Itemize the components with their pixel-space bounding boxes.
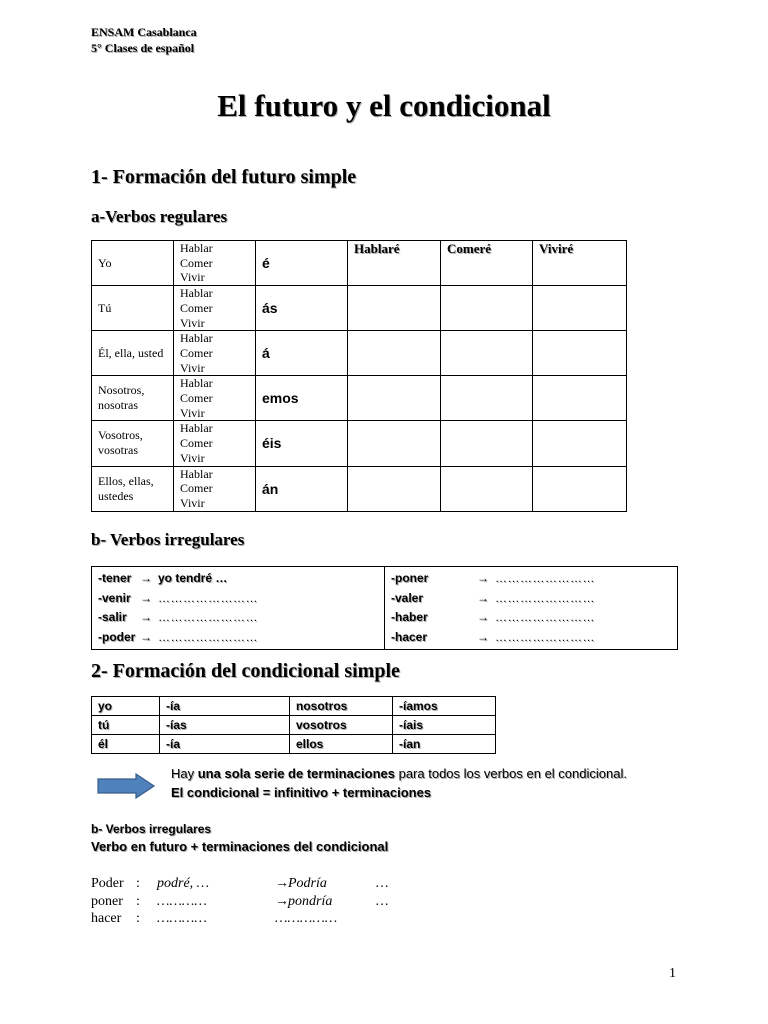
example-tail: … xyxy=(375,876,389,891)
example-conditional: pondría xyxy=(288,894,333,909)
irregular-answer[interactable]: yo tendré … xyxy=(158,571,228,585)
blank-cell[interactable] xyxy=(441,466,533,511)
right-arrow-icon xyxy=(96,773,156,799)
note-bold: una sola serie de terminaciones xyxy=(197,766,395,781)
conditional-note-line2: El condicional = infinitivo + terminaciones xyxy=(171,785,432,800)
irregular-verbs-table xyxy=(91,566,678,650)
irregular-answer[interactable]: …………………… xyxy=(495,571,595,585)
example-conditional: …………… xyxy=(275,911,338,926)
table-row xyxy=(92,331,627,376)
arrow-icon: → xyxy=(477,590,489,605)
conditional-cell: -ían xyxy=(393,735,496,754)
conditional-cell: yo xyxy=(92,697,160,716)
blank-cell[interactable] xyxy=(533,421,627,466)
irregular-verb-item xyxy=(391,628,671,648)
verb-infinitive: Hablar xyxy=(180,421,213,436)
future-example-header: Viviré xyxy=(533,241,627,286)
irregular-answer[interactable]: …………………… xyxy=(158,590,258,605)
pronoun-cell: Ellos, ellas, ustedes xyxy=(92,466,174,511)
verb-infinitive: Hablar xyxy=(180,331,213,346)
verbs-cell xyxy=(174,286,256,331)
verbs-cell xyxy=(174,421,256,466)
blank-cell[interactable] xyxy=(533,286,627,331)
blank-cell[interactable] xyxy=(348,466,441,511)
table-row xyxy=(92,716,496,735)
arrow-icon: → xyxy=(477,571,489,585)
conditional-cell: él xyxy=(92,735,160,754)
conditional-cell: ellos xyxy=(290,735,393,754)
example-verb: Poder xyxy=(91,876,124,891)
table-row xyxy=(92,241,627,286)
page-number: 1 xyxy=(669,966,676,981)
pronoun-cell: Nosotros, nosotras xyxy=(92,376,174,421)
verb-infinitive: Comer xyxy=(180,300,213,315)
irregular-verb: -valer xyxy=(391,590,424,605)
future-example-header: Hablaré xyxy=(348,241,441,286)
verbs-cell xyxy=(174,331,256,376)
arrow-icon: → xyxy=(140,590,152,605)
verb-infinitive: Vivir xyxy=(180,360,205,375)
irregular-verb: -hacer xyxy=(391,629,428,644)
ending-cell: éis xyxy=(256,421,348,466)
arrow-icon: → xyxy=(140,610,152,624)
future-example-header: Comeré xyxy=(441,241,533,286)
ending-cell: emos xyxy=(256,376,348,421)
verbs-cell xyxy=(174,376,256,421)
verb-infinitive: Hablar xyxy=(180,466,213,481)
verb-infinitive: Comer xyxy=(180,345,213,360)
blank-cell[interactable] xyxy=(441,331,533,376)
irregular-answer[interactable]: …………………… xyxy=(495,610,595,624)
irregular-verb-item xyxy=(98,569,378,589)
arrow-icon: → xyxy=(140,629,152,644)
irregular-verb: -venir xyxy=(98,590,131,605)
section2-heading: 2- Formación del condicional simple xyxy=(91,660,400,682)
pronoun-cell: Vosotros, vosotras xyxy=(92,421,174,466)
note-post: para todos los verbos en el condicional. xyxy=(394,766,627,781)
irregular-verb: -tener xyxy=(98,571,132,585)
example-colon: : xyxy=(136,876,140,891)
note-pre: Hay xyxy=(171,766,198,781)
irregular-verb-item xyxy=(391,589,671,609)
blank-cell[interactable] xyxy=(348,421,441,466)
conditional-cell: -ías xyxy=(160,716,290,735)
verb-infinitive: Comer xyxy=(180,481,213,496)
example-future: podré, … xyxy=(157,876,210,891)
example-tail: … xyxy=(375,894,389,909)
ending-cell: á xyxy=(256,331,348,376)
conditional-cell: tú xyxy=(92,716,160,735)
blank-cell[interactable] xyxy=(348,376,441,421)
pronoun-cell: Yo xyxy=(92,241,174,286)
example-verb: hacer xyxy=(91,911,122,926)
ending-cell: án xyxy=(256,466,348,511)
blank-cell[interactable] xyxy=(533,466,627,511)
regular-verbs-table xyxy=(91,240,627,512)
irregular-left-column xyxy=(92,567,385,650)
verb-infinitive: Vivir xyxy=(180,450,205,465)
table-row xyxy=(92,466,627,511)
example-arrow-icon: → xyxy=(275,894,289,909)
irregular-right-column xyxy=(385,567,678,650)
example-arrow-icon: → xyxy=(275,876,289,891)
irregular-verb-item xyxy=(98,628,378,648)
verb-infinitive: Vivir xyxy=(180,270,205,285)
irregular-verb-item xyxy=(98,589,378,609)
conditional-cell: -íamos xyxy=(393,697,496,716)
section1-heading: 1- Formación del futuro simple xyxy=(91,166,357,188)
page-title: El futuro y el condicional xyxy=(217,88,551,123)
irregular-answer[interactable]: …………………… xyxy=(158,610,258,624)
verb-infinitive: Hablar xyxy=(180,376,213,391)
table-row xyxy=(92,697,496,716)
blank-cell[interactable] xyxy=(441,376,533,421)
verb-infinitive: Comer xyxy=(180,436,213,451)
verb-infinitive: Vivir xyxy=(180,405,205,420)
conditional-cell: -íais xyxy=(393,716,496,735)
regular-verbs-heading: a-Verbos regulares xyxy=(91,207,228,226)
example-future: ………… xyxy=(157,894,207,909)
conditional-cell: nosotros xyxy=(290,697,393,716)
conditional-cell: -ía xyxy=(160,735,290,754)
conditional-note-line1 xyxy=(171,766,627,781)
verbs-cell xyxy=(174,241,256,286)
irregular-verb: -haber xyxy=(391,610,428,624)
verb-infinitive: Hablar xyxy=(180,241,213,255)
blank-cell[interactable] xyxy=(441,286,533,331)
arrow-icon: → xyxy=(477,629,489,644)
irregular-verbs-heading: b- Verbos irregulares xyxy=(91,530,245,549)
verb-infinitive: Comer xyxy=(180,255,213,270)
blank-cell[interactable] xyxy=(348,331,441,376)
conditional-cell: vosotros xyxy=(290,716,393,735)
pronoun-cell: Tú xyxy=(92,286,174,331)
example-conditional: Podría xyxy=(288,876,327,891)
blank-cell[interactable] xyxy=(348,286,441,331)
irregular-verb: -poner xyxy=(391,571,429,585)
irregular-answer[interactable]: …………………… xyxy=(158,629,258,644)
irregular-verb-item xyxy=(391,608,671,628)
blank-cell[interactable] xyxy=(533,376,627,421)
irregular-verb-item xyxy=(391,569,671,589)
example-verb: poner xyxy=(91,894,123,909)
pronoun-cell: Él, ella, usted xyxy=(92,331,174,376)
irregular-verb: -poder xyxy=(98,629,136,644)
table-row xyxy=(92,735,496,754)
irregular-verb-item xyxy=(98,608,378,628)
cond-irregular-subheading: Verbo en futuro + terminaciones del condicional xyxy=(91,839,389,854)
ending-cell: ás xyxy=(256,286,348,331)
arrow-icon: → xyxy=(140,571,152,585)
verb-infinitive: Comer xyxy=(180,391,213,406)
cond-irregular-heading: b- Verbos irregulares xyxy=(91,822,212,836)
irregular-answer[interactable]: …………………… xyxy=(495,590,595,605)
course-name: 5° Clases de español xyxy=(91,41,195,55)
example-colon: : xyxy=(136,911,140,926)
blank-cell[interactable] xyxy=(533,331,627,376)
example-future: ………… xyxy=(157,911,207,926)
table-row xyxy=(92,421,627,466)
verb-infinitive: Vivir xyxy=(180,315,205,330)
example-colon: : xyxy=(136,894,140,909)
school-name: ENSAM Casablanca xyxy=(91,25,197,39)
conditional-endings-table xyxy=(91,696,496,754)
blank-cell[interactable] xyxy=(441,421,533,466)
irregular-answer[interactable]: …………………… xyxy=(495,629,595,644)
table-row xyxy=(92,286,627,331)
verbs-cell xyxy=(174,466,256,511)
verb-infinitive: Vivir xyxy=(180,495,205,510)
conditional-cell: -ía xyxy=(160,697,290,716)
table-row xyxy=(92,376,627,421)
verb-infinitive: Hablar xyxy=(180,286,213,301)
ending-cell: é xyxy=(256,241,348,286)
arrow-icon: → xyxy=(477,610,489,624)
irregular-verb: -salir xyxy=(98,610,127,624)
